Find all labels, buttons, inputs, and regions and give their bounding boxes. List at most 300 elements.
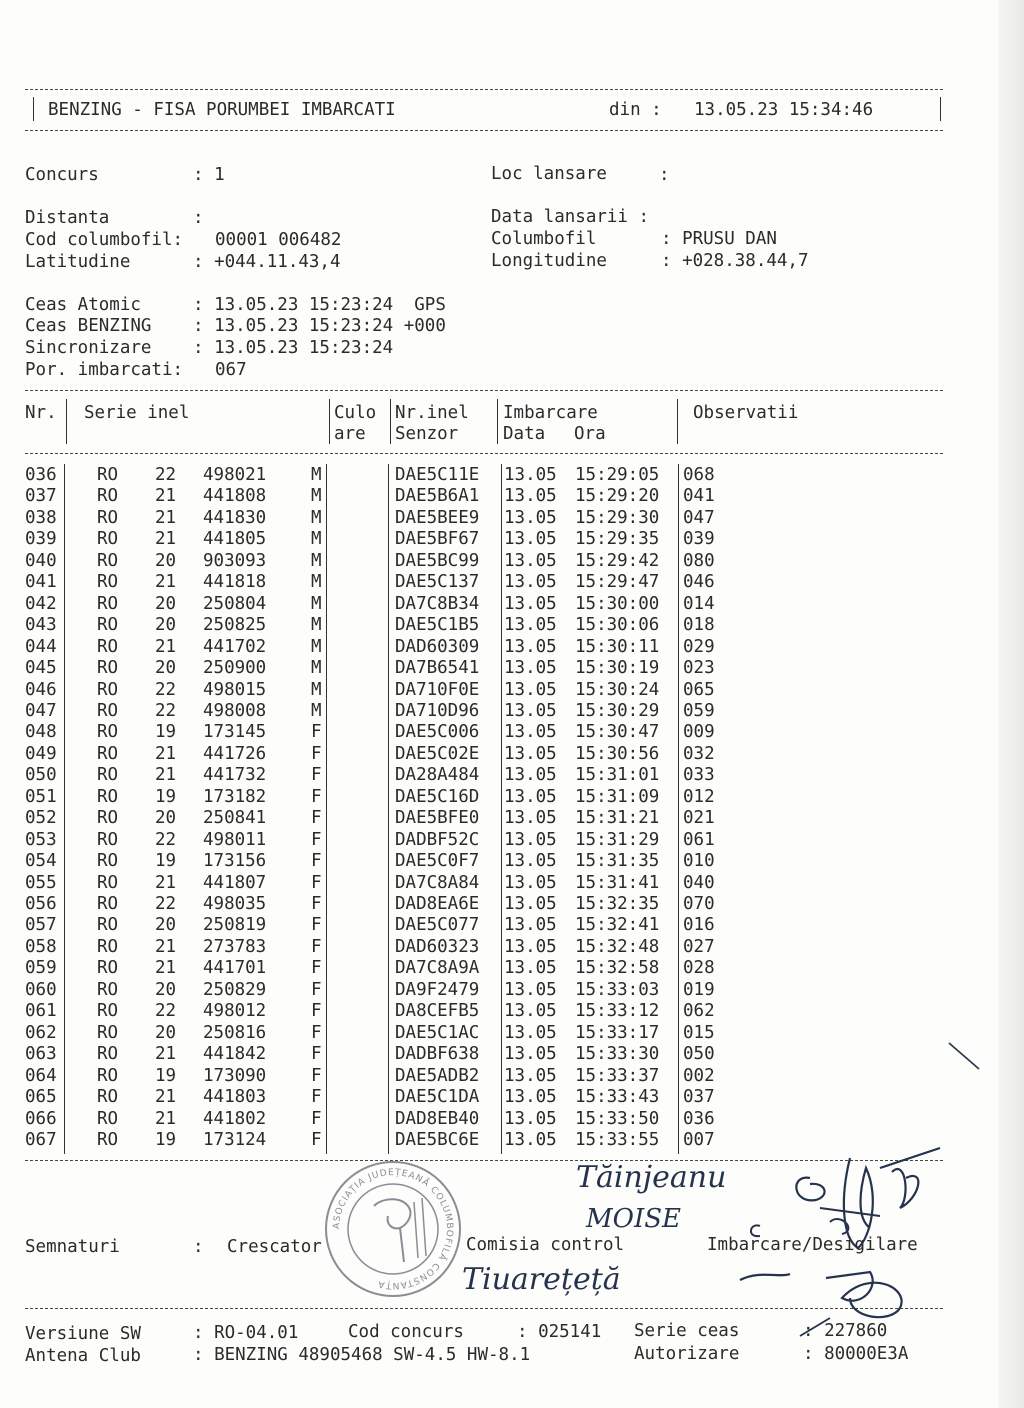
row-ora: 15:29:47 [575, 572, 660, 593]
longitudine-label: Longitudine [491, 251, 607, 271]
header-bottom-rule [25, 130, 943, 131]
row-data: 13.05 [504, 1044, 557, 1065]
row-tara: RO [97, 593, 119, 614]
row-inel: 173156 [203, 851, 267, 872]
row-nr: 061 [25, 1001, 57, 1022]
row-sex: F [311, 1022, 322, 1043]
cod-concurs-label: Cod concurs [348, 1322, 464, 1342]
row-nr: 045 [25, 658, 57, 679]
row-obs: 029 [683, 636, 715, 657]
col-sep-culo [390, 399, 391, 444]
row-data: 13.05 [504, 894, 557, 914]
cod-columbofil-label: Cod columbofil: [25, 230, 184, 250]
row-nr: 055 [25, 872, 57, 893]
row-inel: 498011 [203, 829, 267, 850]
row-sex: F [311, 958, 322, 979]
row-an: 20 [155, 1022, 177, 1043]
row-tara: RO [97, 636, 119, 657]
row-an: 19 [155, 722, 177, 743]
row-an: 21 [155, 765, 177, 786]
row-senzor: DA8CEFB5 [395, 1001, 480, 1022]
row-senzor: DA7C8B34 [395, 593, 480, 614]
row-an: 21 [155, 958, 177, 979]
row-obs: 010 [683, 851, 715, 872]
row-data: 13.05 [504, 465, 557, 485]
row-data: 13.05 [504, 507, 557, 528]
row-sex: F [311, 722, 322, 743]
row-data: 13.05 [504, 829, 557, 850]
row-obs: 023 [683, 658, 715, 679]
row-ora: 15:30:11 [575, 636, 660, 657]
row-data: 13.05 [504, 658, 557, 679]
longitudine-value: : +028.38.44,7 [661, 251, 809, 271]
table-row [0, 915, 1024, 936]
row-data: 13.05 [504, 679, 557, 700]
din-value: 13.05.23 15:34:46 [694, 100, 874, 120]
row-senzor: DAE5C1B5 [395, 615, 480, 636]
row-ora: 15:33:12 [575, 1001, 660, 1022]
stamp-text: ASOCIAȚIA JUDEȚEANĂ COLUMBOFILĂ CONSTANȚA [331, 1167, 455, 1291]
row-tara: RO [97, 615, 119, 636]
row-obs: 047 [683, 507, 715, 528]
distanta-label: Distanta [25, 208, 110, 228]
row-sex: F [311, 829, 322, 850]
col-header-culo-2: are [334, 424, 366, 444]
row-nr: 049 [25, 743, 57, 764]
row-nr: 046 [25, 679, 57, 700]
antena-club-value: : BENZING 48905468 SW-4.5 HW-8.1 [193, 1345, 531, 1365]
row-inel: 250900 [203, 658, 267, 679]
row-senzor: DAE5C1AC [395, 1022, 480, 1043]
table-row [0, 701, 1024, 722]
table-row [0, 658, 1024, 679]
svg-text:ASOCIAȚIA JUDEȚEANĂ COLUMBOFIL [332, 1168, 454, 1290]
por-imbarcati-label: Por. imbarcati: [25, 360, 184, 380]
row-an: 20 [155, 808, 177, 829]
row-obs: 059 [683, 700, 715, 721]
row-senzor: DA710F0E [395, 679, 480, 700]
latitudine-label: Latitudine [25, 252, 131, 272]
distanta-value: : [193, 208, 204, 228]
table-row [0, 851, 1024, 872]
handwritten-signature-2: MOISE [586, 1204, 681, 1234]
row-an: 21 [155, 1087, 177, 1108]
table-row [0, 1087, 1024, 1108]
row-an: 21 [155, 507, 177, 528]
autorizare-label: Autorizare [634, 1344, 740, 1364]
col-sep-imbarcare [677, 399, 678, 444]
row-nr: 042 [25, 593, 57, 614]
row-data: 13.05 [504, 979, 557, 1000]
serie-ceas-label: Serie ceas [634, 1321, 740, 1341]
row-sex: F [311, 936, 322, 957]
row-data: 13.05 [504, 851, 557, 872]
row-ora: 15:31:29 [575, 829, 660, 850]
table-row [0, 744, 1024, 765]
row-tara: RO [97, 1065, 119, 1086]
row-ora: 15:32:58 [575, 958, 660, 979]
row-senzor: DA710D96 [395, 700, 480, 721]
row-data: 13.05 [504, 1022, 557, 1043]
table-row [0, 1001, 1024, 1022]
row-an: 22 [155, 829, 177, 850]
row-sex: F [311, 851, 322, 872]
latitudine-value: : +044.11.43,4 [193, 252, 341, 272]
row-tara: RO [97, 851, 119, 872]
row-sex: M [311, 615, 322, 636]
row-sex: M [311, 486, 322, 507]
loc-lansare-value: : [659, 165, 670, 185]
row-an: 20 [155, 593, 177, 614]
row-inel: 498035 [203, 894, 267, 914]
row-senzor: DAE5C02E [395, 743, 480, 764]
row-ora: 15:29:20 [575, 486, 660, 507]
row-data: 13.05 [504, 1065, 557, 1086]
row-senzor: DA7C8A9A [395, 958, 480, 979]
row-inel: 173090 [203, 1065, 267, 1086]
table-row [0, 594, 1024, 615]
row-senzor: DA9F2479 [395, 979, 480, 1000]
row-inel: 441818 [203, 572, 267, 593]
row-senzor: DAE5ADB2 [395, 1065, 480, 1086]
row-an: 19 [155, 1065, 177, 1086]
row-sex: M [311, 572, 322, 593]
row-inel: 250819 [203, 915, 267, 936]
row-obs: 040 [683, 872, 715, 893]
comisia-control-label: Comisia control [466, 1235, 625, 1255]
row-nr: 044 [25, 636, 57, 657]
row-tara: RO [97, 872, 119, 893]
table-row [0, 873, 1024, 894]
row-ora: 15:29:35 [575, 529, 660, 550]
row-sex: F [311, 979, 322, 1000]
row-ora: 15:29:30 [575, 507, 660, 528]
row-senzor: DAE5BF67 [395, 529, 480, 550]
row-tara: RO [97, 1044, 119, 1065]
row-inel: 441808 [203, 486, 267, 507]
row-ora: 15:33:43 [575, 1087, 660, 1108]
row-obs: 016 [683, 915, 715, 936]
row-an: 21 [155, 1044, 177, 1065]
header-top-rule [25, 89, 943, 90]
row-inel: 498015 [203, 679, 267, 700]
row-data: 13.05 [504, 1108, 557, 1129]
row-obs: 033 [683, 765, 715, 786]
semnaturi-label: Semnaturi [25, 1237, 120, 1257]
row-senzor: DAD60309 [395, 636, 480, 657]
row-inel: 441805 [203, 529, 267, 550]
table-row [0, 680, 1024, 701]
row-an: 20 [155, 550, 177, 571]
row-tara: RO [97, 743, 119, 764]
row-ora: 15:33:37 [575, 1065, 660, 1086]
row-an: 21 [155, 1108, 177, 1129]
row-tara: RO [97, 572, 119, 593]
row-ora: 15:30:47 [575, 722, 660, 743]
row-ora: 15:31:35 [575, 851, 660, 872]
row-senzor: DAE5C1DA [395, 1087, 480, 1108]
row-nr: 048 [25, 722, 57, 743]
row-senzor: DA28A484 [395, 765, 480, 786]
row-an: 22 [155, 894, 177, 914]
table-row [0, 508, 1024, 529]
col-header-data: Data [503, 424, 546, 444]
row-nr: 037 [25, 486, 57, 507]
row-data: 13.05 [504, 1087, 557, 1108]
row-data: 13.05 [504, 1129, 557, 1150]
row-obs: 039 [683, 529, 715, 550]
row-obs: 007 [683, 1129, 715, 1150]
row-obs: 028 [683, 958, 715, 979]
row-data: 13.05 [504, 722, 557, 743]
row-data: 13.05 [504, 550, 557, 571]
row-data: 13.05 [504, 936, 557, 957]
row-inel: 498021 [203, 465, 267, 485]
table-row [0, 808, 1024, 829]
row-sex: M [311, 507, 322, 528]
row-senzor: DAE5C0F7 [395, 851, 480, 872]
antena-club-label: Antena Club [25, 1346, 141, 1366]
row-obs: 027 [683, 936, 715, 957]
row-inel: 173182 [203, 786, 267, 807]
table-row [0, 722, 1024, 743]
row-senzor: DA7C8A84 [395, 872, 480, 893]
imbarcare-desigilare-label: Imbarcare/Desigilare [707, 1235, 918, 1255]
row-inel: 250804 [203, 593, 267, 614]
row-inel: 173145 [203, 722, 267, 743]
row-nr: 056 [25, 894, 57, 914]
concurs-label: Concurs [25, 165, 99, 185]
row-obs: 046 [683, 572, 715, 593]
row-ora: 15:29:42 [575, 550, 660, 571]
concurs-value: : 1 [193, 165, 225, 185]
ceas-benzing-label: Ceas BENZING [25, 316, 152, 336]
table-row [0, 765, 1024, 786]
row-an: 19 [155, 1129, 177, 1150]
row-tara: RO [97, 1022, 119, 1043]
row-data: 13.05 [504, 486, 557, 507]
row-nr: 051 [25, 786, 57, 807]
table-row [0, 1109, 1024, 1130]
row-inel: 498008 [203, 700, 267, 721]
row-senzor: DAE5BC6E [395, 1129, 480, 1150]
row-nr: 039 [25, 529, 57, 550]
table-row [0, 980, 1024, 1001]
row-obs: 062 [683, 1001, 715, 1022]
row-sex: F [311, 1087, 322, 1108]
row-ora: 15:30:06 [575, 615, 660, 636]
row-obs: 080 [683, 550, 715, 571]
row-senzor: DAE5B6A1 [395, 486, 480, 507]
row-nr: 043 [25, 615, 57, 636]
row-senzor: DAE5C077 [395, 915, 480, 936]
row-an: 21 [155, 743, 177, 764]
row-an: 22 [155, 465, 177, 485]
row-sex: M [311, 529, 322, 550]
handwritten-signature-1: Tăinjeanu [576, 1160, 727, 1195]
page-title: BENZING - FISA PORUMBEI IMBARCATI [48, 100, 396, 120]
row-tara: RO [97, 1087, 119, 1108]
row-data: 13.05 [504, 765, 557, 786]
col-sep-nr [66, 399, 67, 444]
row-an: 20 [155, 915, 177, 936]
data-lansarii-label: Data lansarii : [491, 207, 650, 227]
footer-top-rule [25, 1308, 943, 1309]
col-header-serie: Serie inel [84, 403, 190, 423]
row-ora: 15:33:30 [575, 1044, 660, 1065]
row-tara: RO [97, 550, 119, 571]
din-label: din : [609, 100, 662, 120]
table-row [0, 637, 1024, 658]
row-ora: 15:32:35 [575, 894, 660, 914]
row-data: 13.05 [504, 593, 557, 614]
row-tara: RO [97, 679, 119, 700]
row-sex: F [311, 1044, 322, 1065]
row-inel: 903093 [203, 550, 267, 571]
table-row [0, 615, 1024, 636]
row-an: 22 [155, 679, 177, 700]
row-ora: 15:33:55 [575, 1129, 660, 1150]
row-inel: 441803 [203, 1087, 267, 1108]
table-row [0, 894, 1024, 915]
row-an: 19 [155, 851, 177, 872]
row-data: 13.05 [504, 958, 557, 979]
row-data: 13.05 [504, 572, 557, 593]
row-data: 13.05 [504, 700, 557, 721]
table-row [0, 551, 1024, 572]
row-obs: 041 [683, 486, 715, 507]
col-sep-serie [329, 399, 330, 444]
row-nr: 053 [25, 829, 57, 850]
row-obs: 019 [683, 979, 715, 1000]
row-inel: 441732 [203, 765, 267, 786]
row-senzor: DAE5BFE0 [395, 808, 480, 829]
row-sex: F [311, 872, 322, 893]
row-an: 21 [155, 872, 177, 893]
row-inel: 441726 [203, 743, 267, 764]
row-nr: 050 [25, 765, 57, 786]
row-obs: 002 [683, 1065, 715, 1086]
row-sex: M [311, 550, 322, 571]
row-nr: 059 [25, 958, 57, 979]
col-header-nr: Nr. [25, 403, 57, 423]
row-sex: F [311, 743, 322, 764]
row-inel: 250816 [203, 1022, 267, 1043]
col-header-ora: Ora [574, 424, 606, 444]
cod-concurs-value: : 025141 [517, 1322, 602, 1342]
col-header-observatii: Observatii [693, 403, 799, 423]
row-ora: 15:33:50 [575, 1108, 660, 1129]
row-sex: F [311, 1065, 322, 1086]
por-imbarcati-value: 067 [215, 360, 247, 380]
row-tara: RO [97, 894, 119, 914]
row-obs: 070 [683, 894, 715, 914]
row-senzor: DADBF638 [395, 1044, 480, 1065]
row-an: 20 [155, 658, 177, 679]
row-tara: RO [97, 507, 119, 528]
semnaturi-colon: : [193, 1237, 204, 1257]
row-an: 21 [155, 636, 177, 657]
table-row [0, 1044, 1024, 1065]
row-obs: 037 [683, 1087, 715, 1108]
row-tara: RO [97, 979, 119, 1000]
row-nr: 041 [25, 572, 57, 593]
row-inel: 441802 [203, 1108, 267, 1129]
row-inel: 441701 [203, 958, 267, 979]
row-ora: 15:31:41 [575, 872, 660, 893]
col-header-imbarcare: Imbarcare [503, 403, 598, 423]
row-obs: 012 [683, 786, 715, 807]
row-sex: F [311, 1108, 322, 1129]
row-ora: 15:33:03 [575, 979, 660, 1000]
table-row [0, 486, 1024, 507]
col-header-senzor: Senzor [395, 424, 459, 444]
row-obs: 050 [683, 1044, 715, 1065]
row-ora: 15:30:29 [575, 700, 660, 721]
row-nr: 067 [25, 1129, 57, 1150]
row-sex: F [311, 915, 322, 936]
table-row [0, 787, 1024, 808]
row-senzor: DAD60323 [395, 936, 480, 957]
row-inel: 441842 [203, 1044, 267, 1065]
table-header-top-rule [25, 390, 943, 391]
row-senzor: DAE5BEE9 [395, 507, 480, 528]
row-ora: 15:29:05 [575, 465, 660, 485]
row-tara: RO [97, 658, 119, 679]
handwritten-signature-3: Tiuarețeță [462, 1262, 621, 1297]
crescator-label: Crescator [227, 1237, 322, 1257]
row-data: 13.05 [504, 636, 557, 657]
ceas-benzing-value: : 13.05.23 15:23:24 +000 [193, 316, 446, 336]
row-nr: 036 [25, 465, 57, 485]
columbofil-label: Columbofil [491, 229, 597, 249]
row-obs: 015 [683, 1022, 715, 1043]
row-tara: RO [97, 700, 119, 721]
row-inel: 441830 [203, 507, 267, 528]
row-sex: M [311, 465, 322, 485]
col-sep-nrinel [497, 399, 498, 444]
row-nr: 054 [25, 851, 57, 872]
row-sex: M [311, 700, 322, 721]
row-sex: F [311, 1001, 322, 1022]
row-nr: 065 [25, 1087, 57, 1108]
serie-ceas-value: : 227860 [803, 1321, 888, 1341]
row-tara: RO [97, 1108, 119, 1129]
row-tara: RO [97, 786, 119, 807]
row-an: 21 [155, 572, 177, 593]
row-inel: 441702 [203, 636, 267, 657]
row-ora: 15:32:41 [575, 915, 660, 936]
row-sex: M [311, 636, 322, 657]
row-sex: F [311, 765, 322, 786]
row-ora: 15:30:00 [575, 593, 660, 614]
row-obs: 009 [683, 722, 715, 743]
row-data: 13.05 [504, 1001, 557, 1022]
row-obs: 065 [683, 679, 715, 700]
row-inel: 498012 [203, 1001, 267, 1022]
table-row [0, 1066, 1024, 1087]
cod-columbofil-value: 00001 006482 [215, 230, 342, 250]
row-tara: RO [97, 829, 119, 850]
row-data: 13.05 [504, 529, 557, 550]
row-an: 21 [155, 936, 177, 957]
row-ora: 15:31:09 [575, 786, 660, 807]
ceas-atomic-label: Ceas Atomic [25, 295, 141, 315]
row-senzor: DAE5BC99 [395, 550, 480, 571]
row-nr: 047 [25, 700, 57, 721]
row-data: 13.05 [504, 808, 557, 829]
versiune-sw-value: : RO-04.01 [193, 1323, 299, 1343]
